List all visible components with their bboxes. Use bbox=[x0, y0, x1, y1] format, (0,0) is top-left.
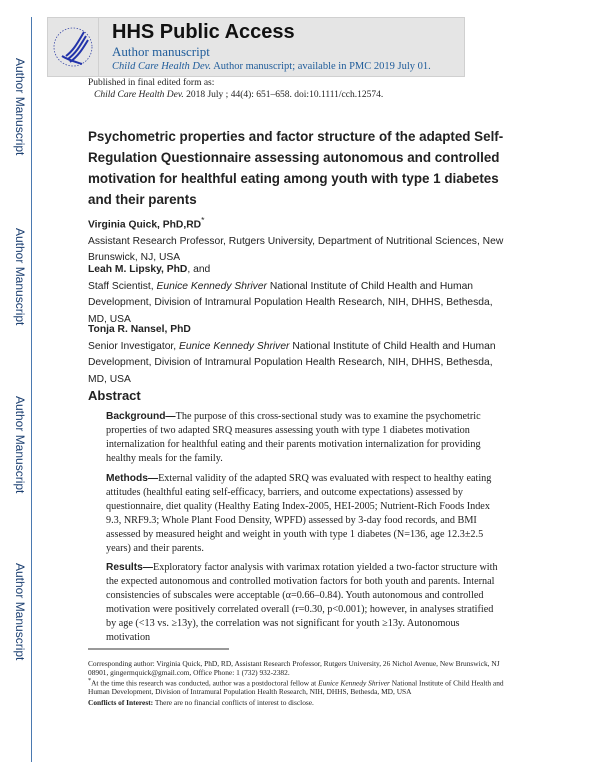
header-availability: Child Care Health Dev. Author manuscript; available in PMC 2019 July 01. bbox=[112, 61, 431, 72]
sidebar-label: Author Manuscript bbox=[13, 563, 27, 661]
header-title: HHS Public Access bbox=[112, 21, 295, 43]
author-block: Tonja R. Nansel, PhD Senior Investigator, Eunice Kennedy Shriver National Institute of Child Health and Human Development, Division of Intramural Population Health Research, NIH, DHHS, Bethesda, MD, USA bbox=[88, 324, 496, 385]
author-name: Leah M. Lipsky, PhD bbox=[88, 264, 188, 275]
article-title: Psychometric properties and factor structure of the adapted Self-Regulation Questionnaire assessing autonomous and controlled motivation for healthful eating among youth with type 1 diabetes and their parents bbox=[88, 129, 504, 207]
author-name: Virginia Quick, PhD,RD bbox=[88, 219, 202, 231]
footnote-corresponding: Corresponding author: Virginia Quick, PhD, RD, Assistant Research Professor, Rutgers University, 26 Nichol Avenue, New Brunswick, NJ 08901, gingermquick@gmail.com, Office Phone: 1 (732) 932-2382. bbox=[88, 659, 500, 677]
published-info: Published in final edited form as: Child Care Health Dev. 2018 July ; 44(4): 651–658. doi:10.1111/cch.12574. bbox=[88, 78, 384, 100]
hhs-header bbox=[47, 17, 465, 77]
author-name: Tonja R. Nansel, PhD bbox=[88, 324, 191, 335]
footnote-divider bbox=[88, 648, 229, 650]
abstract-background: Background—The purpose of this cross-sectional study was to examine the psychometric properties of two adapted SRQ measures assessing youth with type 1 diabetes motivation internalization for healthful eating and their parents motivation internalization for providing healthy meals for the family. bbox=[106, 411, 481, 464]
hhs-logo-icon bbox=[48, 18, 99, 76]
abstract-heading: Abstract bbox=[88, 388, 141, 403]
author-block: Leah M. Lipsky, PhD, and Staff Scientist, Eunice Kennedy Shriver National Institute of Child Health and Human Development, Division of Intramural Population Health Research, NIH, DHHS, Bethesda, MD, USA bbox=[88, 264, 493, 325]
abstract-methods: Methods—External validity of the adapted SRQ was evaluated with respect to healthy eating attitudes (healthful eating self-efficacy, barriers, and outcome expectations) assessed by questionnaire, diet quality (Healthy Eating Index-2005, HEI-2005; Nutrient-Rich Foods Index 9.3, NRF9.3; Whole Plant Food Density, WPFD) assessed by 3-day food records, and BMI assessed by measured height and weight in youth with type 1 diabetes (N=136, age 12.3±2.5 years) and their parents. bbox=[106, 473, 492, 554]
author-block: Virginia Quick, PhD,RD* Assistant Research Professor, Rutgers University, Department of Nutritional Sciences, New Brunswick, NJ, USA bbox=[88, 215, 504, 264]
header-subtitle: Author manuscript bbox=[112, 44, 210, 59]
sidebar-label: Author Manuscript bbox=[13, 396, 27, 494]
sidebar-label: Author Manuscript bbox=[13, 228, 27, 326]
footnote-coi: Conflicts of Interest: There are no financial conflicts of interest to disclose. bbox=[88, 698, 314, 707]
sidebar-label: Author Manuscript bbox=[13, 58, 27, 156]
footnote-note: *At the time this research was conducted, author was a postdoctoral fellow at Eunice Kennedy Shriver National Institute of Child Health and Human Development, Division of Intramural Population Health Research, NIH, DHHS, Bethesda, MD, USA bbox=[88, 678, 504, 697]
abstract-results: Results—Exploratory factor analysis with varimax rotation yielded a two-factor structure with the expected autonomous and controlled motivation factors for both youth and parents. Internal consistencies of subscales were acceptable (α=0.66–0.84). Youth autonomous and controlled motivation were positively correlated overall (r=0.30, p<0.001); however, in analyses stratified by age (<13 vs. ≥13y), the correlation was not significant for youth ≥13y. Autonomous motivation bbox=[106, 562, 498, 643]
margin-rule bbox=[31, 17, 32, 762]
